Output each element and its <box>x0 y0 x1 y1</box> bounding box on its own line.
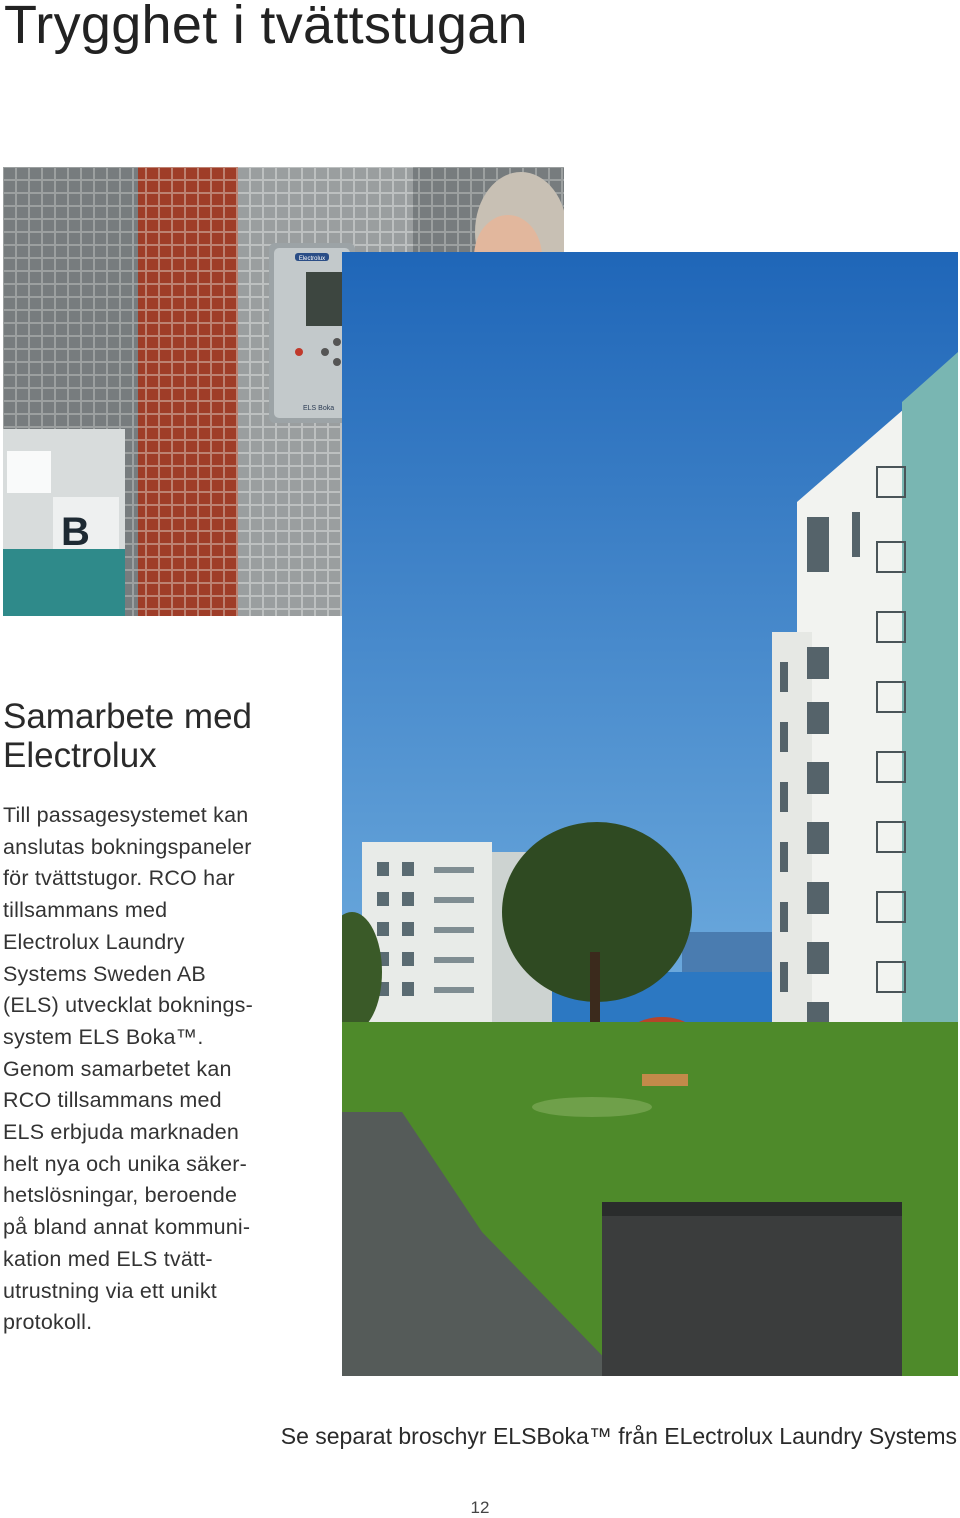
brochure-note: Se separat broschyr ELSBoka™ från ELectrolux Laundry Systems <box>280 1423 957 1449</box>
body-paragraph <box>3 800 333 1339</box>
body-line: Systems Sweden AB <box>3 961 206 986</box>
section-heading-line: Samarbete med <box>3 697 253 736</box>
body-line: kation med ELS tvätt- <box>3 1246 213 1271</box>
body-line: hetslösningar, beroende <box>3 1183 238 1208</box>
body-line: Electrolux Laundry <box>3 929 185 954</box>
buildings-photo-illustration <box>342 252 958 1376</box>
section-heading <box>3 697 252 775</box>
body-line: protokoll. <box>3 1310 93 1335</box>
body-line: ELS erbjuda marknaden <box>3 1120 240 1145</box>
body-line: system ELS Boka™. <box>3 1024 204 1049</box>
body-line: på bland annat kommuni- <box>3 1215 251 1240</box>
body-line: Genom samarbetet kan <box>3 1056 232 1081</box>
body-line: (ELS) utvecklat boknings- <box>3 993 253 1018</box>
panel-label: ELS Boka <box>303 405 335 412</box>
body-line: Till passagesystemet kan <box>3 803 249 827</box>
body-line: utrustning via ett unikt <box>3 1278 217 1303</box>
panel-logo: Electrolux <box>298 256 326 262</box>
body-line: anslutas bokningspaneler <box>3 834 252 859</box>
door-letter: B <box>61 510 90 554</box>
foreground-roof <box>602 1212 902 1376</box>
page-title: Trygghet i tvättstugan <box>4 0 528 55</box>
body-line: för tvättstugor. RCO har <box>3 866 235 891</box>
body-line: tillsammans med <box>3 898 168 923</box>
body-line: helt nya och unika säker- <box>3 1151 248 1176</box>
page-number: 12 <box>470 1498 490 1517</box>
apartment-buildings-photo <box>342 252 958 1376</box>
section-heading-line: Electrolux <box>3 736 157 775</box>
body-line: RCO tillsammans med <box>3 1088 222 1113</box>
